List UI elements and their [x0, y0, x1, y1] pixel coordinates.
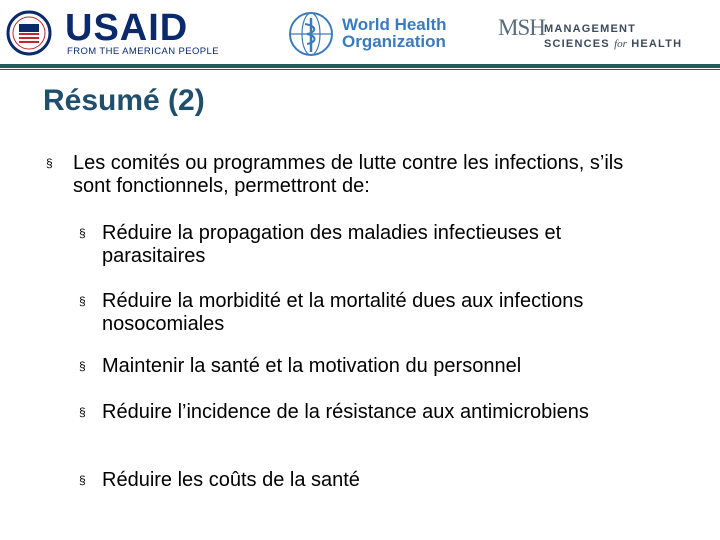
- list-item: § Réduire la morbidité et la mortalité dues aux infections nosocomiales: [79, 290, 584, 335]
- bullet-icon: §: [79, 359, 86, 373]
- list-item: § Réduire la propagation des maladies infectieuses et parasitaires: [79, 222, 562, 267]
- intro-text: Les comités ou programmes de lutte contre les infections, s’ils sont fonctionnels, permettront de:: [73, 152, 624, 197]
- who-logo: [287, 10, 447, 58]
- bullet-icon: §: [79, 294, 86, 308]
- header-rule: [0, 64, 720, 68]
- bullet-icon: §: [46, 156, 53, 170]
- usaid-tagline: FROM THE AMERICAN PEOPLE: [67, 46, 219, 57]
- bullet-icon: §: [79, 473, 86, 487]
- usaid-seal-icon: [5, 10, 57, 56]
- usaid-logo: [5, 7, 219, 58]
- who-emblem-icon: [287, 10, 335, 58]
- msh-mark: MSH: [498, 15, 545, 40]
- intro-bullet: [46, 152, 666, 198]
- who-wordmark: World Health Organization: [342, 15, 447, 51]
- header-rule-thin: [0, 69, 720, 70]
- logo-header: [0, 0, 720, 64]
- slide-title: Résumé (2): [43, 84, 205, 117]
- msh-wordmark: MANAGEMENT SCIENCES for HEALTH: [544, 23, 683, 50]
- bullet-icon: §: [79, 405, 86, 419]
- list-item: § Maintenir la santé et la motivation du personnel: [79, 355, 522, 377]
- list-item: § Réduire l’incidence de la résistance aux antimicrobiens: [79, 401, 589, 423]
- bullet-icon: §: [79, 226, 86, 240]
- msh-logo: [498, 10, 708, 54]
- list-item: § Réduire les coûts de la santé: [79, 469, 360, 491]
- usaid-wordmark: USAID: [65, 7, 189, 49]
